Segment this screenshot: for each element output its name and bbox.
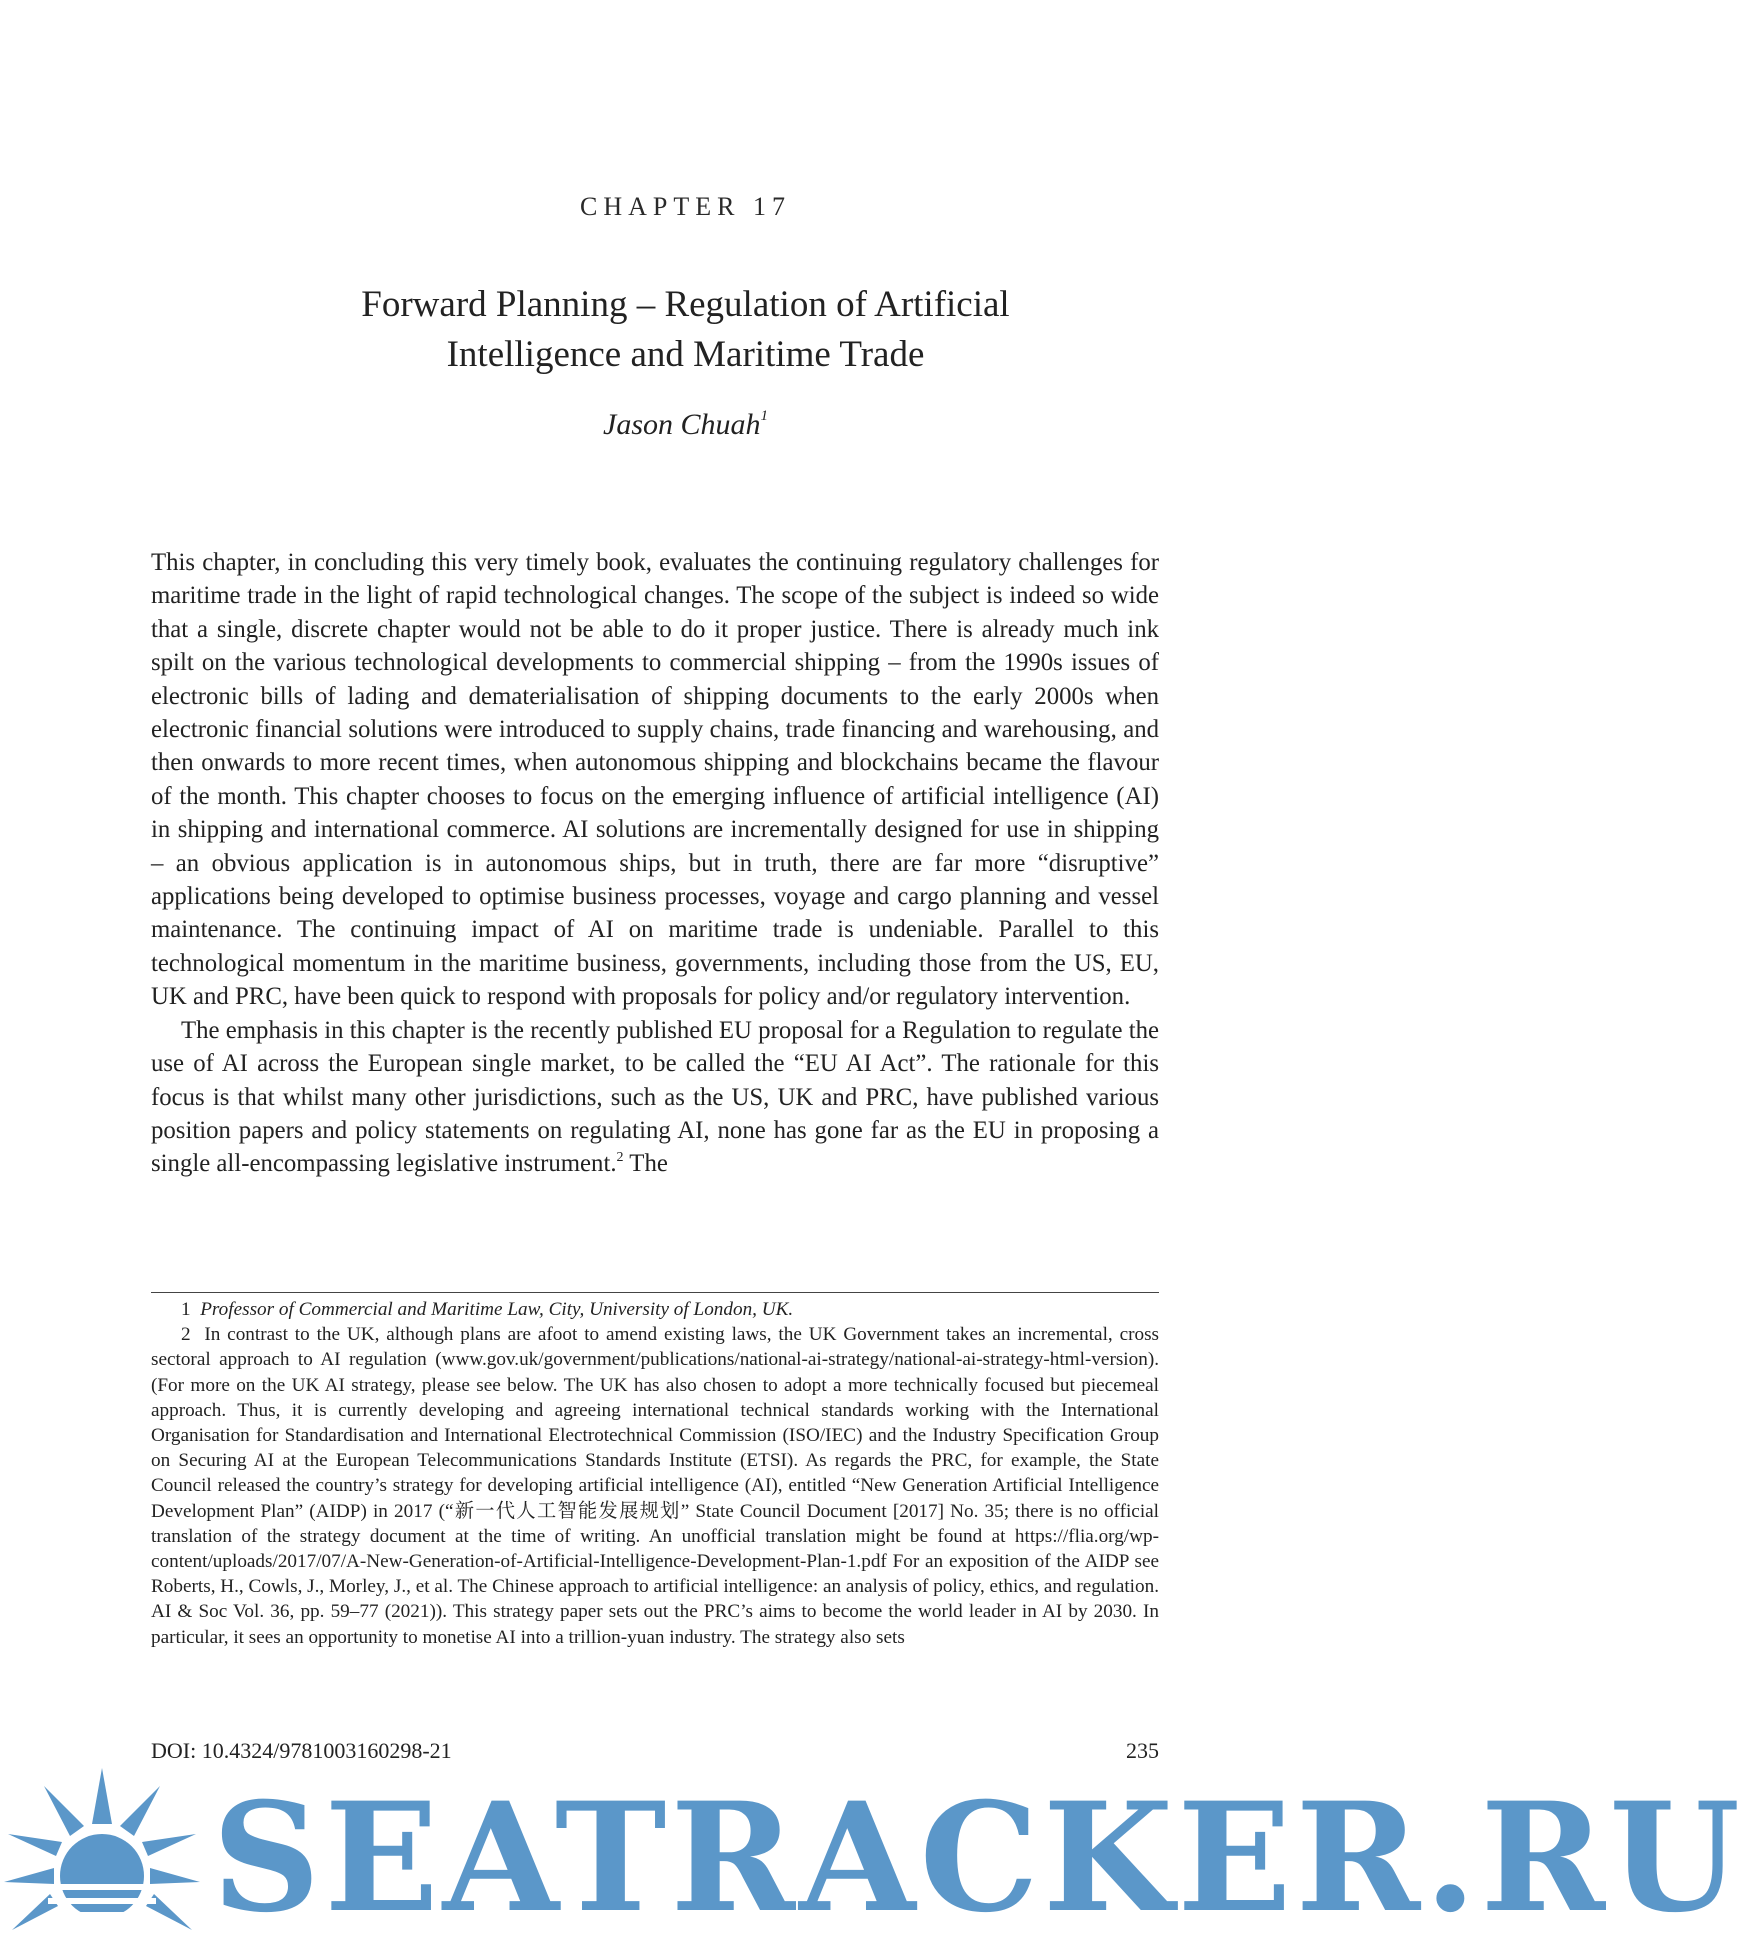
- author-name: [0, 408, 1371, 442]
- paragraph-2-text: The emphasis in this chapter is the recently published EU proposal for a Regulation to regulate the use of AI across the European single market, to be called the “EU AI Act”. The rationale for this focus is that whilst many other jurisdictions, such as the US, UK and PRC, have published various position papers and policy statements on regulating AI, none has gone far as the EU in proposing a single all-encompassing legislative instrument.: [151, 1016, 1159, 1178]
- paragraph-2: [151, 1014, 1159, 1181]
- footnote-2: [151, 1322, 1159, 1650]
- paragraph-2-tail: The: [623, 1150, 668, 1178]
- footnote-ref-2[interactable]: 2: [616, 1150, 624, 1166]
- chapter-title-line-2: Intelligence and Maritime Trade: [446, 334, 925, 375]
- footnote-1-number: 1: [181, 1299, 191, 1320]
- footnote-divider: [151, 1292, 1159, 1293]
- chapter-title-line-1: Forward Planning – Regulation of Artificial: [361, 284, 1010, 325]
- watermark-text: SEATRACKER.RU: [212, 1770, 1744, 1946]
- footnote-2-number: 2: [181, 1324, 191, 1346]
- page-number: 235: [1126, 1738, 1159, 1763]
- footnote-1: [151, 1297, 1159, 1322]
- body-text: [151, 546, 1159, 1181]
- author-text: Jason Chuah: [603, 408, 761, 441]
- paragraph-1: This chapter, in concluding this very timely book, evaluates the continuing regulatory challenges for maritime trade in the light of rapid technological changes. The scope of the subject is indeed so wide that a single, discrete chapter would not be able to do it proper justice. There is already much ink spilt on the various technological developments to commercial shipping – from the 1990s issues of electronic bills of lading and dematerialisation of shipping documents to the early 2000s when electronic financial solutions were introduced to supply chains, trade financing and warehousing, and then onwards to more recent times, when autonomous shipping and blockchains became the flavour of the month. This chapter chooses to focus on the emerging influence of artificial intelligence (AI) in shipping and international commerce. AI solutions are incrementally designed for use in shipping – an obvious application is in autonomous ships, but in truth, there are far more “disruptive” applications being developed to optimise business processes, voyage and cargo planning and vessel maintenance. The continuing impact of AI on maritime trade is undeniable. Parallel to this technological momentum in the maritime business, governments, including those from the US, EU, UK and PRC, have been quick to respond with proposals for policy and/or regulatory intervention.: [151, 549, 1159, 1011]
- chapter-label: CHAPTER 17: [580, 192, 791, 221]
- author-footnote-ref[interactable]: 1: [760, 408, 768, 424]
- chapter-title: [200, 280, 1171, 380]
- footnotes: [151, 1297, 1159, 1650]
- footnote-1-text: Professor of Commercial and Maritime Law, City, University of London, UK.: [200, 1299, 794, 1320]
- watermark-sun-logo: [4, 1764, 200, 1938]
- footnote-2-text: In contrast to the UK, although plans are afoot to amend existing laws, the UK Government takes an incremental, cross sectoral approach to AI regulation (www.gov.uk/government/publications/national-ai-strategy/national-ai-strategy-html-version). (For more on the UK AI strategy, please see below. The UK has also chosen to adopt a more technically focused but piecemeal approach. Thus, it is currently developing and agreeing international technical standards working with the International Organisation for Standardisation and International Electrotechnical Commission (ISO/IEC) and the Industry Specification Group on Securing AI at the European Telecommunications Standards Institute (ETSI). As regards the PRC, for example, the State Council released the country’s strategy for developing artificial intelligence (AI), entitled “New Generation Artificial Intelligence Development Plan” (AIDP) in 2017 (“新一代人工智能发展规划” State Council Document [2017] No. 35; there is no official translation of the strategy document at the time of writing. An unofficial translation might be found at https://flia.org/wp-content/uploads/2017/07/A-New-Generation-of-Artificial-Intelligence-Development-Plan-1.pdf For an exposition of the AIDP see Roberts, H., Cowls, J., Morley, J., et al. The Chinese approach to artificial intelligence: an analysis of policy, ethics, and regulation. AI & Soc Vol. 36, pp. 59–77 (2021)). This strategy paper sets out the PRC’s aims to become the world leader in AI by 2030. In particular, it sees an opportunity to monetise AI into a trillion-yuan industry. The strategy also sets: [151, 1324, 1160, 1648]
- doi-reference: DOI: 10.4324/9781003160298-21: [151, 1738, 452, 1763]
